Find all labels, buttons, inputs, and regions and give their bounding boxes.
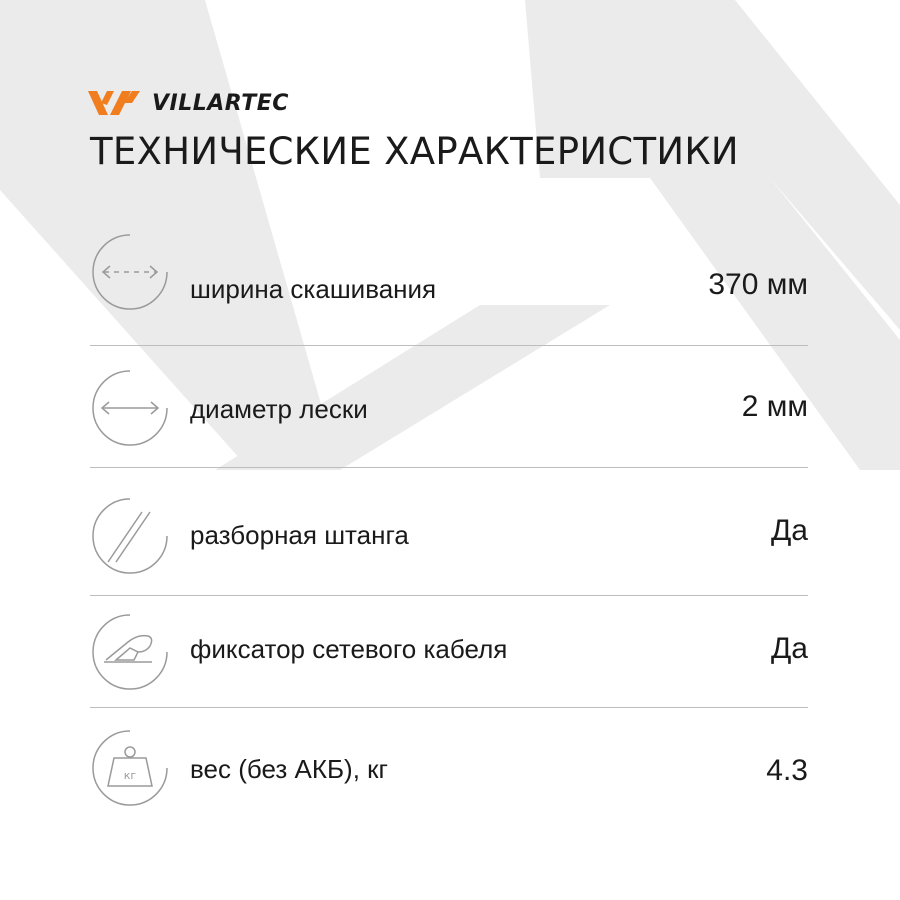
divider: [90, 345, 808, 346]
spec-label: разборная штанга: [190, 520, 409, 550]
spec-label: диаметр лески: [190, 394, 368, 424]
cutting-width-icon: [90, 232, 170, 312]
spec-value: 370 мм: [708, 268, 808, 301]
weight-icon-label: кг: [123, 769, 137, 782]
spec-label: фиксатор сетевого кабеля: [190, 634, 508, 664]
spec-label: ширина скашивания: [190, 274, 437, 304]
spec-row-weight: [90, 728, 808, 808]
divider: [90, 467, 808, 468]
spec-row-cutting-width: [90, 232, 808, 312]
villartec-logo-mark-icon: [88, 89, 144, 117]
divider: [90, 707, 808, 708]
spec-value: Да: [770, 632, 808, 665]
spec-row-cable-lock: [90, 612, 808, 692]
spec-row-split-shaft: [90, 496, 808, 576]
cable-lock-icon: [90, 612, 170, 692]
spec-value: Да: [770, 514, 808, 547]
divider: [90, 595, 808, 596]
brand-logo: [88, 88, 289, 118]
spec-label: вес (без АКБ), кг: [190, 754, 389, 784]
weight-icon: [90, 728, 170, 808]
spec-row-line-diameter: [90, 368, 808, 448]
spec-value: 2 мм: [741, 390, 808, 423]
split-shaft-icon: [90, 496, 170, 576]
brand-name: VILLARTEC: [152, 90, 289, 116]
line-diameter-icon: [90, 368, 170, 448]
spec-value: 4.3: [766, 754, 808, 787]
page-title: ТЕХНИЧЕСКИЕ ХАРАКТЕРИСТИКИ: [90, 130, 739, 173]
